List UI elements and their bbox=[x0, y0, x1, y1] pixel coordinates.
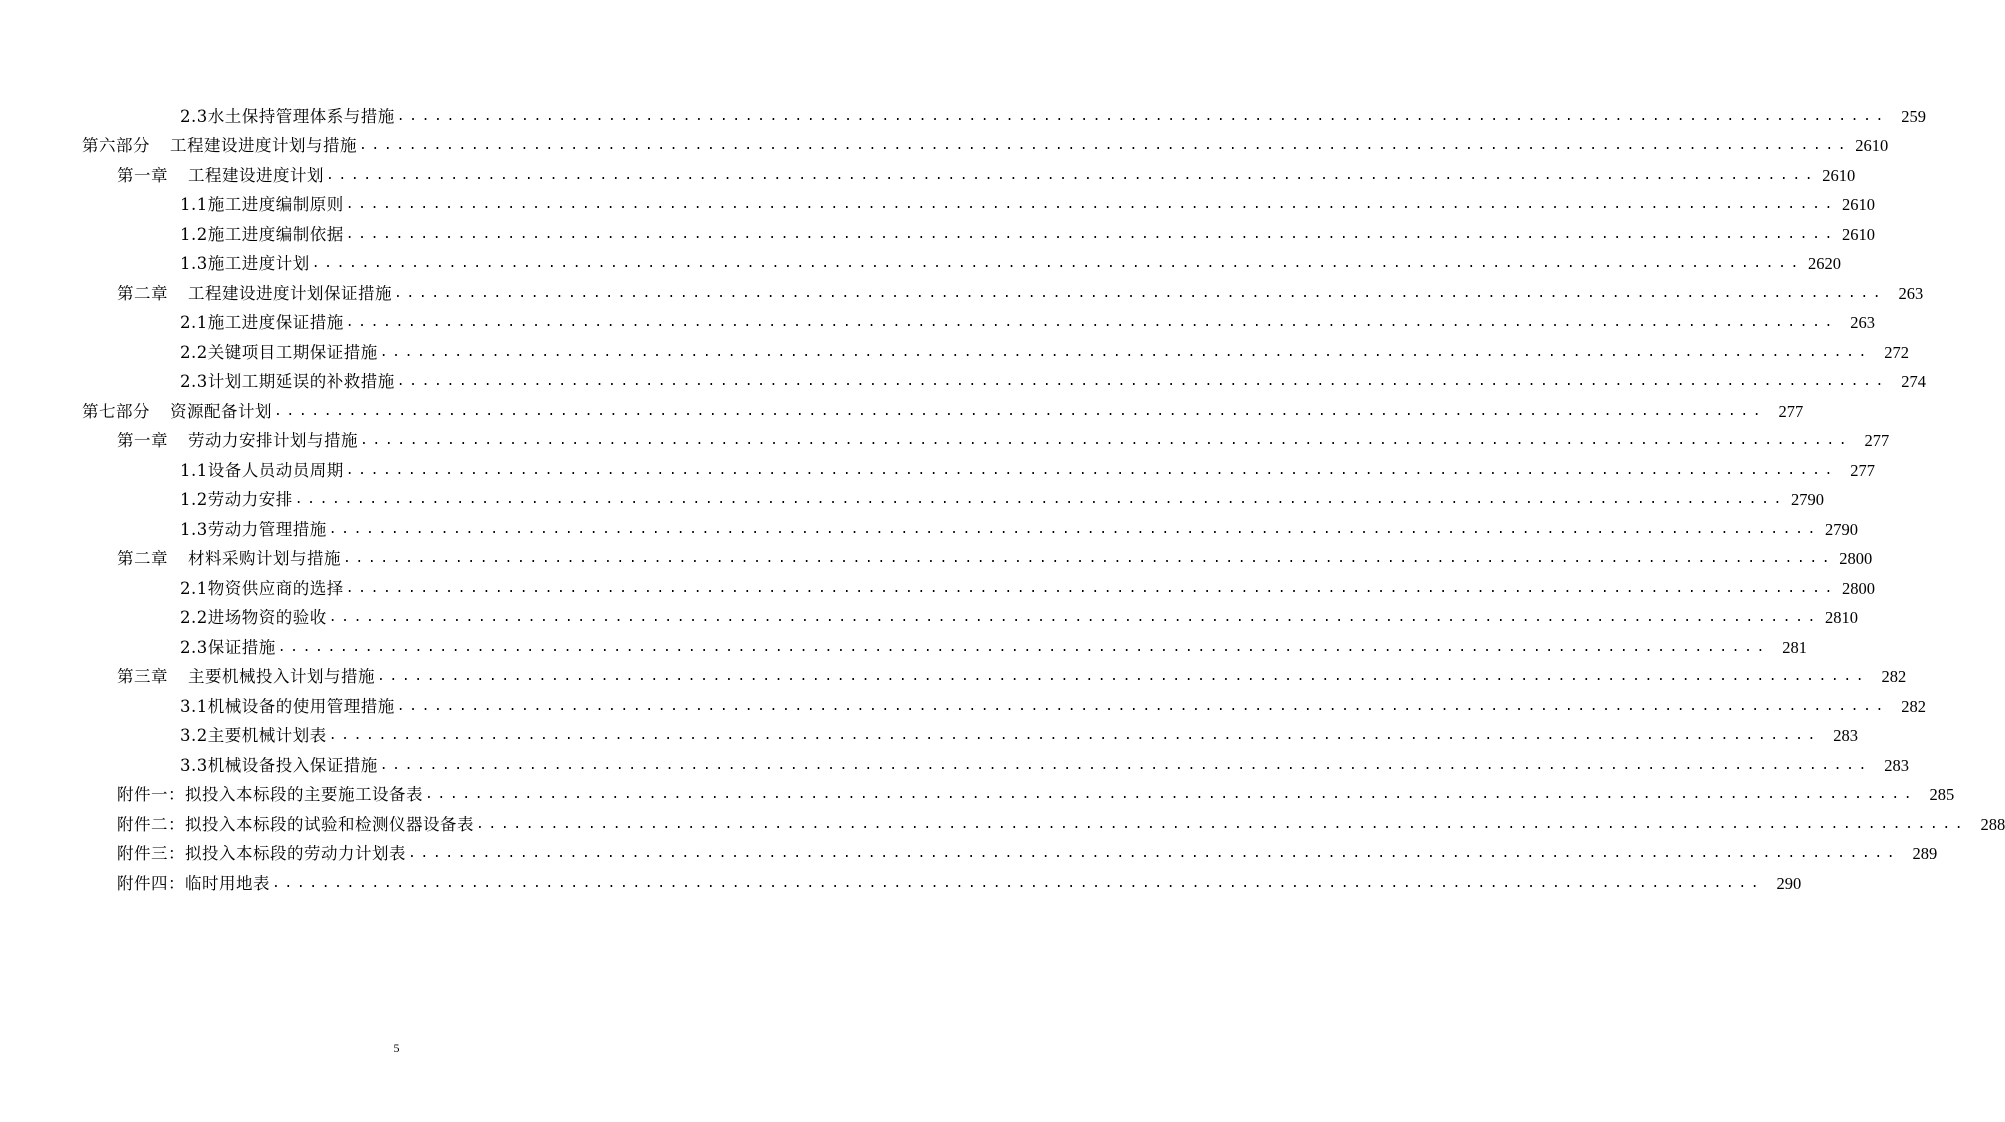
toc-entry-label bbox=[82, 135, 359, 157]
toc-entry-number: 第二章 bbox=[117, 549, 168, 568]
toc-entry-page: 282 bbox=[1881, 667, 1907, 686]
dot-leader: ........................................................................................................................ bbox=[294, 492, 1786, 507]
toc-entry-label bbox=[117, 548, 343, 570]
dot-leader: ........................................................................................................................ bbox=[345, 315, 1837, 330]
toc-entry-title: 拟投入本标段的试验和检测仪器设备表 bbox=[185, 814, 474, 834]
dot-leader: ........................................................................................................................ bbox=[377, 669, 1869, 684]
toc-entry-label bbox=[180, 106, 397, 128]
toc-entry-title: 工程建设进度计划保证措施 bbox=[188, 283, 392, 303]
toc-entry-number: 3.1 bbox=[180, 696, 208, 716]
toc-entry-label bbox=[117, 430, 360, 452]
toc-entry-page: 2610 bbox=[1841, 195, 1875, 214]
toc-entry-number: 3.2 bbox=[180, 726, 208, 745]
toc-entry-label bbox=[117, 666, 377, 688]
toc-entry[interactable] bbox=[0, 659, 1907, 689]
toc-entry-page: 2610 bbox=[1822, 165, 1856, 185]
toc-entry-label bbox=[180, 253, 312, 275]
page-number: 5 bbox=[393, 1041, 400, 1055]
toc-entry-page: 2610 bbox=[1855, 136, 1889, 155]
toc-entry-title: 材料采购计划与措施 bbox=[188, 549, 341, 568]
toc-entry[interactable] bbox=[0, 98, 1926, 128]
dot-leader: ........................................................................................................................ bbox=[396, 698, 1888, 714]
toc-entry[interactable] bbox=[0, 777, 1955, 807]
toc-entry-title: 水土保持管理体系与措施 bbox=[207, 106, 395, 126]
toc-entry-label bbox=[180, 696, 397, 718]
toc-entry-number: 2.2 bbox=[180, 608, 208, 627]
dot-leader: ........................................................................................................................ bbox=[379, 344, 1871, 360]
dot-leader: ........................................................................................................................ bbox=[360, 433, 1852, 448]
toc-entry-page: 2790 bbox=[1824, 519, 1858, 539]
dot-leader: ........................................................................................................................ bbox=[476, 816, 1968, 832]
toc-entry[interactable] bbox=[0, 836, 1938, 866]
toc-entry-label bbox=[180, 607, 329, 629]
toc-entry-title: 机械设备的使用管理措施 bbox=[207, 696, 395, 716]
toc-entry-number: 第六部分 bbox=[82, 136, 150, 155]
dot-leader: ........................................................................................................................ bbox=[379, 757, 1871, 773]
toc-entry-label bbox=[117, 784, 425, 806]
toc-entry-page: 283 bbox=[1833, 726, 1858, 745]
toc-entry-title: 设备人员动员周期 bbox=[207, 460, 344, 480]
toc-entry-title: 劳动力管理措施 bbox=[207, 519, 327, 539]
toc-entry[interactable] bbox=[0, 305, 1875, 335]
toc-entry[interactable] bbox=[0, 629, 1807, 659]
toc-entry-label bbox=[180, 312, 346, 334]
toc-entry-title: 拟投入本标段的劳动力计划表 bbox=[185, 844, 406, 863]
toc-entry-number: 1.2 bbox=[180, 224, 208, 244]
toc-entry[interactable] bbox=[0, 718, 1858, 748]
toc-entry-page: 283 bbox=[1884, 755, 1909, 775]
toc-entry[interactable] bbox=[0, 541, 1873, 571]
toc-entry[interactable] bbox=[0, 452, 1875, 482]
dot-leader: ........................................................................................................................ bbox=[345, 197, 1837, 212]
toc-entry-label bbox=[117, 283, 394, 305]
toc-entry-page: 285 bbox=[1929, 785, 1955, 804]
toc-entry[interactable] bbox=[0, 482, 1824, 512]
toc-entry-title: 拟投入本标段的主要施工设备表 bbox=[185, 785, 423, 804]
dot-leader: ........................................................................................................................ bbox=[396, 374, 1888, 389]
toc-entry-label bbox=[180, 637, 278, 659]
toc-entry[interactable] bbox=[0, 246, 1841, 276]
toc-entry-label bbox=[180, 224, 346, 246]
dot-leader: ........................................................................................................................ bbox=[359, 138, 1851, 153]
toc-entry-page: 272 bbox=[1884, 342, 1909, 362]
toc-entry-label bbox=[180, 371, 397, 393]
toc-entry-number: 第一章 bbox=[117, 431, 168, 450]
toc-entry-number: 1.1 bbox=[180, 195, 208, 214]
toc-entry-page: 2810 bbox=[1824, 608, 1858, 627]
toc-entry[interactable] bbox=[0, 334, 1909, 364]
toc-entry-number: 3.3 bbox=[180, 755, 208, 775]
toc-entry-page: 274 bbox=[1901, 372, 1926, 391]
toc-entry-page: 288 bbox=[1980, 814, 2005, 834]
toc-entry-number: 2.2 bbox=[180, 342, 208, 362]
toc-entry-title: 进场物资的验收 bbox=[207, 608, 327, 627]
dot-leader: ........................................................................................................................ bbox=[326, 167, 1818, 183]
toc-entry-page: 259 bbox=[1901, 106, 1926, 126]
dot-leader: ........................................................................................................................ bbox=[394, 285, 1886, 301]
dot-leader: ........................................................................................................................ bbox=[328, 610, 1820, 625]
toc-entry-page: 2620 bbox=[1807, 254, 1841, 273]
dot-leader: ........................................................................................................................ bbox=[272, 875, 1764, 891]
toc-entry-number: 2.3 bbox=[180, 106, 208, 126]
toc-entry-number: 附件一： bbox=[117, 785, 185, 804]
toc-entry[interactable] bbox=[0, 688, 1926, 718]
toc-entry-label bbox=[180, 725, 329, 747]
dot-leader: ........................................................................................................................ bbox=[343, 551, 1835, 566]
toc-entry-title: 施工进度编制依据 bbox=[207, 224, 344, 244]
dot-leader: ........................................................................................................................ bbox=[274, 403, 1766, 419]
toc-entry-number: 1.1 bbox=[180, 460, 208, 480]
toc-entry-label bbox=[117, 873, 272, 895]
toc-entry[interactable] bbox=[0, 511, 1858, 541]
toc-entry[interactable] bbox=[0, 393, 1804, 423]
table-of-contents bbox=[0, 98, 2005, 895]
toc-entry-page: 263 bbox=[1850, 313, 1875, 332]
toc-entry-title: 工程建设进度计划与措施 bbox=[170, 136, 357, 155]
dot-leader: ........................................................................................................................ bbox=[311, 256, 1803, 271]
toc-entry-number: 2.3 bbox=[180, 637, 208, 657]
toc-entry[interactable] bbox=[0, 187, 1875, 217]
toc-entry[interactable] bbox=[0, 570, 1875, 600]
toc-entry-page: 277 bbox=[1864, 431, 1890, 450]
dot-leader: ........................................................................................................................ bbox=[396, 108, 1888, 124]
toc-entry[interactable] bbox=[0, 865, 1802, 895]
toc-entry[interactable] bbox=[0, 600, 1858, 630]
toc-entry-page: 290 bbox=[1776, 873, 1802, 893]
toc-entry-page: 2790 bbox=[1790, 490, 1824, 509]
toc-entry-title: 关键项目工期保证措施 bbox=[207, 342, 378, 362]
toc-entry-number: 2.1 bbox=[180, 578, 208, 598]
toc-entry-number: 第七部分 bbox=[82, 401, 150, 421]
toc-entry-title: 保证措施 bbox=[207, 637, 276, 657]
toc-entry-number: 第三章 bbox=[117, 667, 168, 686]
toc-entry-label bbox=[180, 342, 380, 364]
toc-entry-number: 第二章 bbox=[117, 283, 168, 303]
toc-entry-number: 第一章 bbox=[117, 165, 168, 185]
toc-entry-number: 1.3 bbox=[180, 519, 208, 539]
toc-entry[interactable] bbox=[0, 128, 1889, 158]
toc-entry-label bbox=[180, 489, 295, 511]
toc-entry-title: 临时用地表 bbox=[185, 873, 270, 893]
toc-entry-title: 资源配备计划 bbox=[170, 401, 272, 421]
toc-entry-number: 2.3 bbox=[180, 372, 208, 391]
toc-entry[interactable] bbox=[0, 423, 1890, 453]
dot-leader: ........................................................................................................................ bbox=[425, 787, 1917, 802]
toc-entry-title: 劳动力安排计划与措施 bbox=[188, 431, 358, 450]
toc-entry-title: 计划工期延误的补救措施 bbox=[207, 372, 395, 391]
toc-entry-title: 劳动力安排 bbox=[207, 490, 293, 509]
toc-entry-title: 施工进度计划 bbox=[207, 254, 310, 273]
dot-leader: ........................................................................................................................ bbox=[328, 521, 1820, 537]
toc-entry-label bbox=[117, 165, 326, 187]
toc-entry-number: 附件三： bbox=[117, 844, 185, 863]
toc-entry-page: 282 bbox=[1901, 696, 1926, 716]
toc-entry-page: 2800 bbox=[1839, 549, 1873, 568]
dot-leader: ........................................................................................................................ bbox=[345, 580, 1837, 596]
toc-entry-page: 277 bbox=[1850, 460, 1875, 480]
toc-entry-label bbox=[180, 755, 380, 777]
toc-entry-title: 物资供应商的选择 bbox=[207, 578, 344, 598]
toc-entry[interactable] bbox=[0, 275, 1924, 305]
dot-leader: ........................................................................................................................ bbox=[277, 639, 1769, 655]
toc-entry-page: 281 bbox=[1782, 637, 1807, 657]
toc-entry[interactable] bbox=[0, 216, 1875, 246]
toc-entry-label bbox=[180, 460, 346, 482]
toc-entry-page: 277 bbox=[1778, 401, 1804, 421]
toc-entry-title: 主要机械投入计划与措施 bbox=[188, 667, 375, 686]
toc-entry-label bbox=[117, 843, 408, 865]
toc-entry-label bbox=[82, 401, 274, 423]
toc-entry[interactable] bbox=[0, 806, 2005, 836]
toc-entry-number: 1.3 bbox=[180, 254, 208, 273]
toc-entry[interactable] bbox=[0, 364, 1926, 394]
toc-entry[interactable] bbox=[0, 157, 1856, 187]
dot-leader: ........................................................................................................................ bbox=[345, 226, 1837, 242]
toc-entry-title: 施工进度保证措施 bbox=[207, 313, 344, 332]
toc-entry-page: 263 bbox=[1898, 283, 1924, 303]
toc-entry-number: 1.2 bbox=[180, 490, 208, 509]
dot-leader: ........................................................................................................................ bbox=[345, 462, 1837, 478]
toc-entry-label bbox=[180, 578, 346, 600]
dot-leader: ........................................................................................................................ bbox=[328, 728, 1820, 743]
toc-entry-title: 工程建设进度计划 bbox=[188, 165, 324, 185]
toc-entry-label bbox=[180, 194, 346, 216]
toc-entry-label bbox=[117, 814, 476, 836]
toc-entry-title: 主要机械计划表 bbox=[207, 726, 327, 745]
toc-entry-number: 附件二： bbox=[117, 814, 185, 834]
toc-entry-number: 附件四： bbox=[117, 873, 185, 893]
toc-entry-page: 2610 bbox=[1841, 224, 1875, 244]
toc-entry-page: 2800 bbox=[1841, 578, 1875, 598]
toc-entry-page: 289 bbox=[1912, 844, 1938, 863]
toc-entry-label bbox=[180, 519, 329, 541]
toc-entry-title: 机械设备投入保证措施 bbox=[207, 755, 378, 775]
toc-entry-number: 2.1 bbox=[180, 313, 208, 332]
toc-entry-title: 施工进度编制原则 bbox=[207, 195, 344, 214]
dot-leader: ........................................................................................................................ bbox=[408, 846, 1900, 861]
toc-entry[interactable] bbox=[0, 747, 1909, 777]
